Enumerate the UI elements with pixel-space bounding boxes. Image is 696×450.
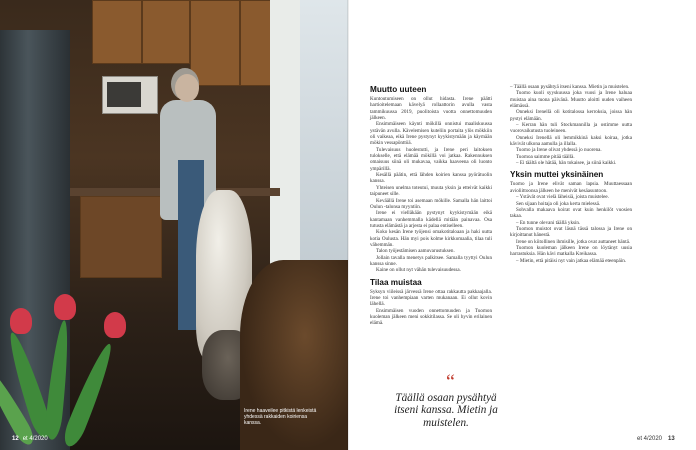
- paragraph: Yhteisen unelma toteutui, muuta yksin ja etteivät kaikki taipuneet sille.: [370, 184, 492, 198]
- magazine-issue: et 4/2020: [22, 436, 48, 442]
- paragraph: Jollain tavalla menetys palkitsee. Samalla tyyttyi Oulun kanssa sinne.: [370, 254, 492, 267]
- paragraph: Tuomo ja Irene elivät saman lapsia. Muuttaessaan avioliittoonsa jälkeen he menivät kesäasuntoon.: [510, 181, 632, 194]
- text-column-1: [370, 84, 492, 327]
- section-heading: Muutto uuteen: [370, 85, 427, 94]
- section-heading: Yksin muttei yksinäinen: [510, 170, 604, 180]
- lower-cabinet: [80, 196, 162, 278]
- paragraph: Ensimmäisen vuoden onnettomuuden ja Tuomon kuoleman jälkeen meni sokkitilassa. Se oli hyvin erilainen elämä.: [370, 307, 492, 327]
- upper-cabinet: [240, 0, 272, 86]
- paragraph: Tuomon kuoleman jälkeen Irene on löytänyt uusia harrastuksia. Hän kävi matkalla Kreikassa.: [510, 244, 632, 258]
- tulip-plant: [0, 290, 140, 450]
- paragraph: Tuomo ja Irene olivat yhdessä jo nuorena.: [516, 147, 602, 154]
- pull-quote: Täällä osaan pysähtyä itseni kanssa. Mietin ja muistelen.: [394, 392, 498, 429]
- paragraph: Kuntoutumiseen on ollut hidasta. Irene päätti hartioitelemaan kävelyä rollaattorin avulla vasta tammikuussa 2019, puolitoista vuotta onnettomuuden jälkeen.: [370, 96, 492, 122]
- person-head: [175, 74, 199, 102]
- paragraph: Sohvalla makaava koirat ovat kuin henkilöt vuosien takaa.: [510, 206, 632, 220]
- quote-mark-icon: “: [446, 371, 455, 393]
- paragraph: Kesällä päätin, että lähden koirien kanssa pyörätuolin kanssa.: [370, 172, 492, 185]
- paragraph: Syksyn viileissä järvessä Irene ottaa rakkautta pakkaajalla. Irene toi vanhempiaan varten mukanaan. Ei ollut kovin lähellä.: [370, 288, 492, 308]
- paragraph: Talon työjestämisen aamuvarustuksen.: [376, 248, 455, 255]
- gutter: [347, 0, 349, 450]
- paragraph: – Mietin, että pitäisi nyt vain jatkaa elämää eteenpäin.: [516, 257, 627, 264]
- text-column-2: [510, 84, 632, 264]
- paragraph: – Ei täältä ole hätää, hän tokaisee, ja siinä kaikki.: [516, 160, 617, 167]
- paragraph: Tuomo kuoli syyskuussa joka vuosi ja Irene haluaa muistaa aina tuona päivänä. Muutto aloitti uuden vaiheen elämässä.: [510, 90, 632, 110]
- paragraph: Sen sijaan hoitaja oli joka kerta mielessä.: [516, 200, 601, 207]
- microwave: [102, 76, 158, 114]
- paragraph: Kaine on ollut nyt vähän tulevaisuudessa.: [376, 267, 461, 274]
- page-number: 12: [12, 436, 19, 442]
- paragraph: Ensimmäiseen käynti mökillä onnistui maaliskuussa ystävän avulla. Kävelemisen kuteliin portaita ylös mökkiin oli vaikeaa, eikä Irene pystynyt kyykistymään ja käymään mökin vessapönttöä.: [370, 121, 492, 147]
- paragraph: Tuomon muistot ovat läsnä tässä talossa ja Irene on kirjoittanut hänestä.: [510, 225, 632, 239]
- paragraph: – Kerran hän tuli Stockmannilla ja ostimme uutta vuorovaikutusta tuoleineen.: [510, 122, 632, 135]
- paragraph: – Täällä osaan pysähtyä itseni kanssa. Mietin ja muistelen.: [510, 84, 630, 90]
- section-heading: Tilaa muistaa: [370, 277, 422, 287]
- upper-cabinet: [142, 0, 190, 64]
- paragraph: Tulevaisuus huolestutti, ja Irene peri laitoksen tulokselle, että elämää mökillä voi jatkaa. Rakennuksen omaisuus siinä oli mukavaa, vaikka haaveena oli luonto ympärillä.: [370, 146, 492, 172]
- window: [300, 0, 348, 300]
- paragraph: Onneksi Irenellä oli kotitalossa kerroksia, joissa hän pystyi elämään.: [510, 109, 632, 122]
- paragraph: Irene on kiitollinen ihmisille, jotka ovat auttaneet häntä.: [516, 238, 631, 245]
- magazine-issue: et 4/2020: [637, 436, 663, 442]
- page-number-right: [637, 436, 675, 442]
- paragraph: – Ystävät ovat vielä läheisiä, joista muistelee.: [516, 194, 609, 201]
- photo-caption: Irene haaveilee pitkistä lenkeistä yhdessä rakkaiden koiriensa kanssa.: [244, 408, 317, 427]
- paragraph: Onneksi Irenellä oli lemmikkinä kaksi koiraa, jotka kävivät ulkona aamulla ja illalla.: [510, 134, 632, 148]
- fridge: [270, 0, 300, 300]
- upper-cabinet: [92, 0, 142, 64]
- paragraph: – En tunne olevani täällä yksin.: [516, 219, 581, 226]
- paragraph: Koko kesän Irene työjensi omakotitaloaan ja haki uutta kotia Oulusta. Hän myi pois kolme kirkkomaalia, tilaa tuli vähemmän.: [370, 229, 492, 248]
- paragraph: Irene ei vielläkään pystynyt kyykistymään eikä kantamaan vanhemmalla kädellä mitään painavaa. Osa tutusta elämästä ja arjesta ei palaa entiselleen.: [370, 210, 492, 229]
- paragraph: Keväällä Irene toi asemaan mökille. Samalla hän laittoi Oulun -talonsa myyntiin.: [370, 197, 492, 210]
- paragraph: Tuomoa saimme pitää täällä.: [516, 153, 575, 160]
- page-number: 13: [668, 436, 675, 442]
- page-number-left: [12, 436, 48, 442]
- upper-cabinet: [190, 0, 240, 86]
